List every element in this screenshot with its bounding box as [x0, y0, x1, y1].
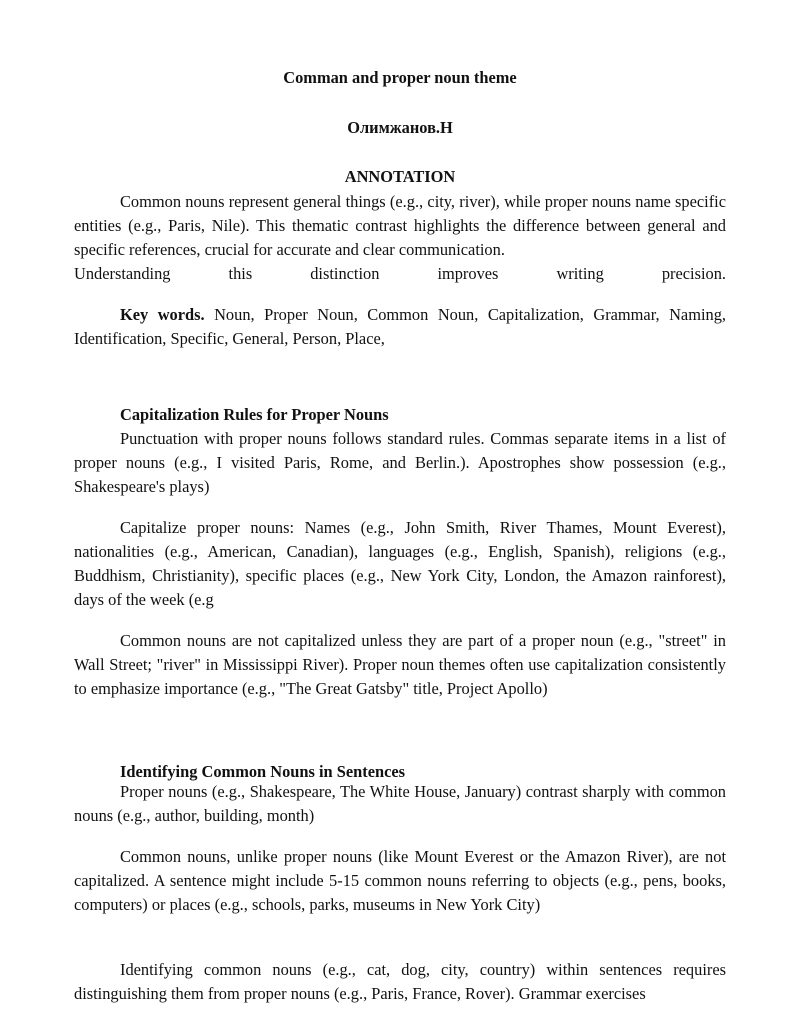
- keywords-text: Noun, Proper Noun, Common Noun, Capitalization, Grammar, Naming, Identification, Specific, General, Person, Place,: [74, 305, 726, 348]
- keywords-paragraph: [74, 303, 726, 351]
- document-title: Comman and proper noun theme: [283, 68, 517, 87]
- author-name: Олимжанов.Н: [347, 118, 453, 137]
- paragraph-not-capitalized: Common nouns are not capitalized unless they are part of a proper noun (e.g., "street" in Wall Street; "river" in Mississippi River). Proper noun themes often use capitalization consistently to emphasize importance (e.g., "The Great Gatsby" title, Project Apollo): [74, 631, 726, 698]
- annotation-paragraph-last-line: Understanding this distinction improves writing precision.: [74, 264, 726, 283]
- keywords-label: Key words.: [120, 305, 205, 324]
- paragraph-capitalize: Capitalize proper nouns: Names (e.g., John Smith, River Thames, Mount Everest), nationalities (e.g., American, Canadian), languages (e.g., English, Spanish), religions (e.g., Buddhism, Christianity), specific places (e.g., New York City, London, the Amazon rainforest), days of the week (e.g: [74, 518, 726, 609]
- paragraph-unlike: Common nouns, unlike proper nouns (like Mount Everest or the Amazon River), are not capitalized. A sentence might include 5-15 common nouns referring to objects (e.g., pens, books, computers) or places (e.g., schools, parks, museums in New York City): [74, 847, 726, 914]
- paragraph-contrast: Proper nouns (e.g., Shakespeare, The White House, January) contrast sharply with common nouns (e.g., author, building, month): [74, 782, 726, 825]
- annotation-heading: ANNOTATION: [344, 167, 456, 186]
- section-heading-capitalization: Capitalization Rules for Proper Nouns: [120, 405, 389, 424]
- annotation-text: Common nouns represent general things (e.g., city, river), while proper nouns name specific entities (e.g., Paris, Nile). This thematic contrast highlights the difference between general and specific references, crucial for accurate and clear communication.: [74, 192, 726, 259]
- section-heading-identifying: Identifying Common Nouns in Sentences: [120, 762, 406, 781]
- paragraph-punctuation: Punctuation with proper nouns follows standard rules. Commas separate items in a list of proper nouns (e.g., I visited Paris, Rome, and Berlin.). Apostrophes show possession (e.g., Shakespeare's plays): [74, 429, 726, 496]
- annotation-paragraph: [74, 190, 726, 262]
- paragraph-identifying: Identifying common nouns (e.g., cat, dog, city, country) within sentences requires distinguishing them from proper nouns (e.g., Paris, France, Rover). Grammar exercises: [74, 960, 726, 1003]
